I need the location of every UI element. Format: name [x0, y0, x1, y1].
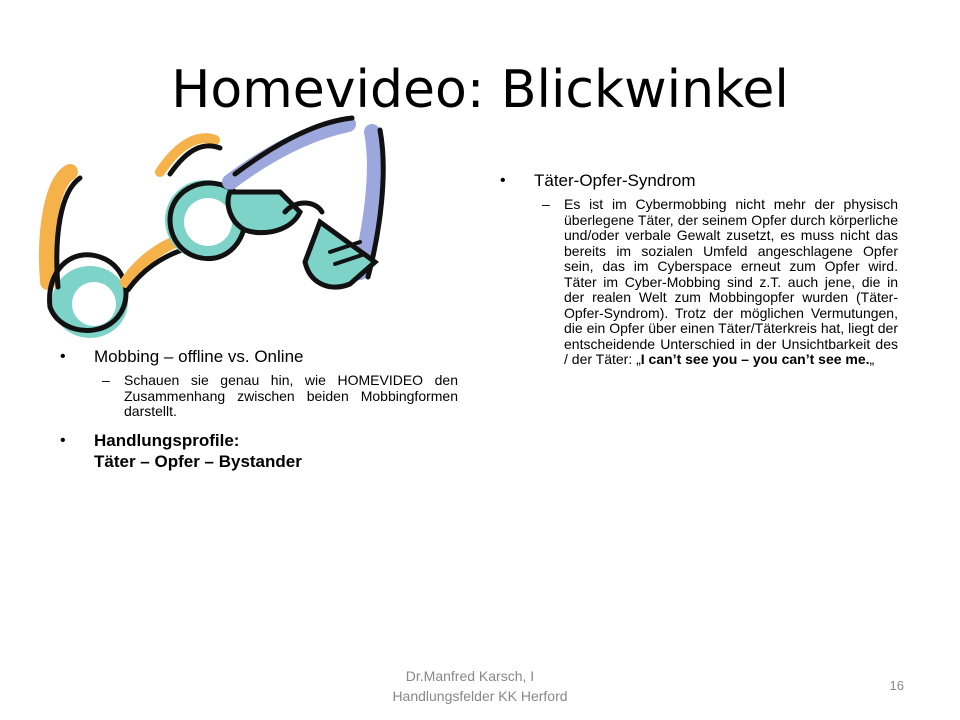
bullet-dot-icon: • — [60, 348, 66, 365]
bullet-dot-icon: • — [60, 431, 66, 449]
sub-bullet-quote-end: „ — [869, 351, 875, 367]
bullet-taeter-opfer — [498, 170, 898, 191]
sub-bullet-cybermobbing — [498, 197, 898, 368]
right-column — [498, 170, 898, 368]
dash-icon: – — [102, 372, 110, 388]
sub-bullet-cybermobbing-text: Es ist im Cybermobbing nicht mehr der physisch überlegene Täter, der seinem Opfer durch körperliche und/oder verbale Gewalt zusetzt, es muss nicht das bereits im sozialen Umfeld angeschlagene Opfer sein, das im Cyberspace erneut zum Opfer wird. Täter im Cyber-Mobbing sind z.T. auch jene, die in der realen Welt zum Mobbingopfer wurden (Täter-Opfer-Syndrom). Trotz der möglichen Vermutungen, die ein Opfer über einen Täter/Täterkreis hat, liegt der entscheidende Unterschied in der Unsichtbarkeit des / der Täter: „ — [564, 196, 898, 367]
bullet-handlungsprofile — [58, 430, 458, 472]
sub-bullet-homevideo — [58, 373, 458, 420]
bullet-dot-icon: • — [500, 172, 506, 189]
sub-bullet-homevideo-text: Schauen sie genau hin, wie HOMEVIDEO den Zusammenhang zwischen beiden Mobbingformen darstellt. — [124, 372, 458, 419]
footer-author: Dr.Manfred Karsch, I — [405, 668, 535, 684]
bullet-taeter-opfer-text: Täter-Opfer-Syndrom — [534, 171, 696, 190]
bullet-mobbing — [58, 346, 458, 367]
bullet-handlungsprofile-line2: Täter – Opfer – Bystander — [94, 451, 302, 471]
footer-org: Handlungsfelder KK Herford — [392, 688, 568, 704]
eyeglasses-icon — [30, 112, 420, 342]
page-number: 16 — [889, 678, 904, 693]
dash-icon: – — [542, 196, 550, 212]
footer — [330, 666, 630, 706]
bullet-mobbing-text: Mobbing – offline vs. Online — [94, 347, 304, 366]
slide-title: Homevideo: Blickwinkel — [171, 60, 789, 120]
bullet-handlungsprofile-line1: Handlungsprofile: — [94, 430, 240, 450]
left-column — [58, 346, 458, 478]
sub-bullet-quote: I can’t see you – you can’t see me. — [640, 351, 870, 367]
